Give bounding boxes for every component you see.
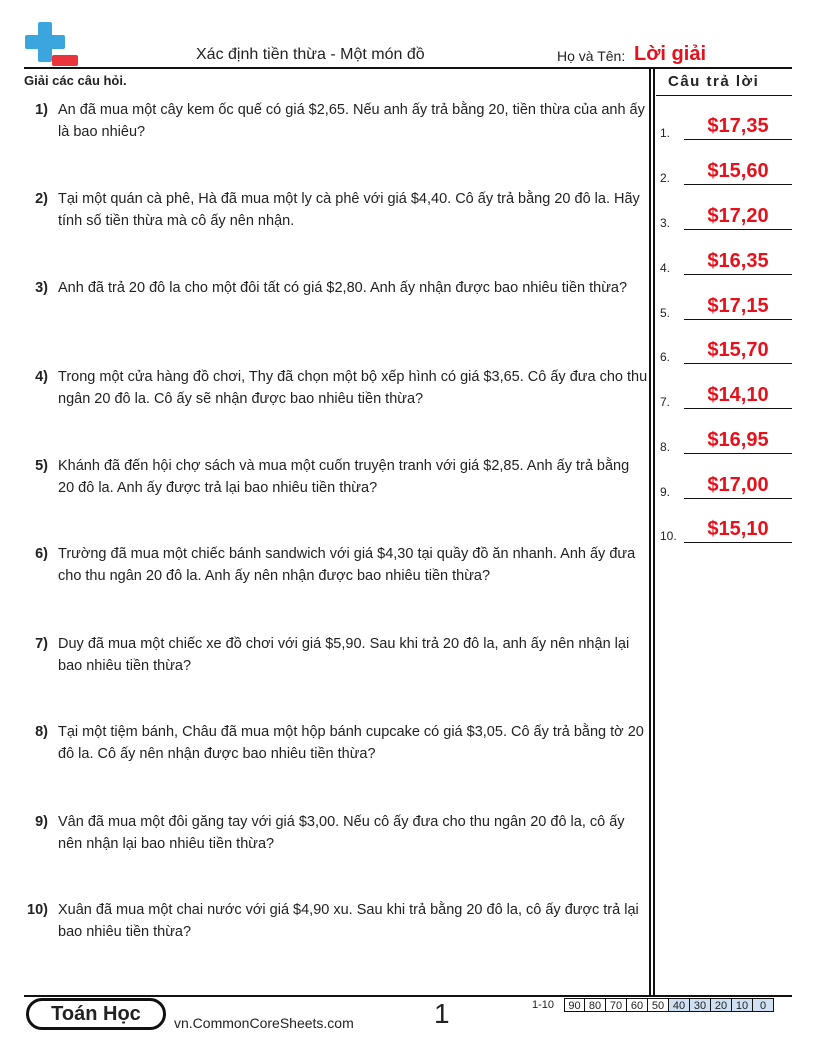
answer-number: 5. [660, 306, 671, 320]
answer-line [684, 184, 792, 185]
question-text: Vân đã mua một đôi găng tay với giá $3,00. Nếu cô ấy đưa cho thu ngân 20 đô la, cô ấy nên nhận lại bao nhiêu tiền thừa? [58, 814, 625, 852]
answers-header-rule [656, 95, 792, 96]
answer-line [684, 542, 792, 543]
question-item [24, 899, 648, 943]
answer-value: $15,60 [707, 160, 769, 182]
question-text: Trong một cửa hàng đồ chơi, Thy đã chọn một bộ xếp hình có giá $3,65. Cô ấy đưa cho thu ngân 20 đô la. Cô ấy sẽ nhận được bao nhiêu tiền thừa? [58, 369, 648, 407]
page-number: 1 [434, 998, 450, 1029]
question-number: 8) [35, 724, 48, 740]
score-cell: 40 [669, 998, 690, 1012]
answer-line [684, 319, 792, 320]
question-number: 2) [35, 191, 48, 207]
question-text: Tại một tiệm bánh, Châu đã mua một hộp bánh cupcake có giá $3,05. Cô ấy trả bằng tờ 20 đô la. Cô ấy nên nhận được bao nhiêu tiền thừa? [58, 724, 644, 762]
answer-line [684, 453, 792, 454]
brand-badge: Toán Học [26, 998, 166, 1030]
score-cell: 10 [732, 998, 753, 1012]
answer-item [660, 334, 792, 364]
question-item [24, 366, 648, 410]
question-item [24, 188, 648, 232]
answer-value: $16,35 [707, 250, 769, 272]
question-text: Tại một quán cà phê, Hà đã mua một ly cà phê với giá $4,40. Cô ấy trả bằng 20 đô la. Hãy tính số tiền thừa mà cô ấy nên nhận. [58, 191, 640, 229]
score-cell: 0 [753, 998, 774, 1012]
question-item [24, 811, 648, 855]
answer-value: $14,10 [707, 384, 769, 406]
answer-line [684, 229, 792, 230]
bottom-rule [24, 995, 792, 997]
answer-item [660, 290, 792, 320]
answers-header: Câu trả lời [668, 73, 760, 90]
plus-minus-logo-icon [24, 22, 80, 68]
question-item [24, 721, 648, 765]
question-text: Anh đã trả 20 đô la cho một đôi tất có giá $2,80. Anh ấy nhận được bao nhiêu tiền thừa? [58, 280, 628, 296]
question-item [24, 99, 648, 143]
answer-item [660, 469, 792, 499]
question-number: 4) [35, 369, 48, 385]
answer-number: 1. [660, 126, 671, 140]
answer-item [660, 110, 792, 140]
instructions: Giải các câu hỏi. [24, 73, 127, 88]
answer-value: $15,70 [707, 339, 769, 361]
answer-line [684, 139, 792, 140]
question-number: 3) [35, 280, 48, 296]
answer-number: 8. [660, 440, 671, 454]
name-label: Họ và Tên: [557, 48, 626, 64]
answer-value: $17,35 [707, 115, 769, 137]
question-text: Duy đã mua một chiếc xe đồ chơi với giá $5,90. Sau khi trả 20 đô la, anh ấy nên nhận lại bao nhiêu tiền thừa? [58, 636, 630, 674]
column-divider [653, 68, 655, 996]
answer-number: 2. [660, 171, 671, 185]
score-cell: 60 [627, 998, 648, 1012]
answer-item [660, 245, 792, 275]
answer-line [684, 363, 792, 364]
question-item [24, 277, 648, 299]
question-number: 7) [35, 636, 48, 652]
answer-item [660, 155, 792, 185]
question-item [24, 543, 648, 587]
answer-value: $16,95 [707, 429, 769, 451]
top-rule [24, 67, 792, 69]
question-item [24, 455, 648, 499]
question-text: An đã mua một cây kem ốc quế có giá $2,65. Nếu anh ấy trả bằng 20, tiền thừa của anh ấy là bao nhiêu? [58, 102, 645, 140]
answer-line [684, 408, 792, 409]
score-cell: 50 [648, 998, 669, 1012]
answer-value: $17,20 [707, 205, 769, 227]
answer-number: 9. [660, 485, 671, 499]
answer-item [660, 379, 792, 409]
question-item [24, 633, 648, 677]
score-range-label: 1-10 [532, 999, 555, 1011]
question-number: 10) [27, 902, 48, 918]
answer-number: 10. [660, 529, 677, 543]
question-text: Khánh đã đến hội chợ sách và mua một cuốn truyện tranh với giá $2,85. Anh ấy trả bằng 20 đô la. Anh ấy được trả lại bao nhiêu tiền thừa? [58, 458, 630, 496]
question-number: 1) [35, 102, 48, 118]
answer-number: 7. [660, 395, 671, 409]
answer-value: $17,00 [707, 474, 769, 496]
name-value: Lời giải [634, 43, 707, 65]
question-text: Xuân đã mua một chai nước với giá $4,90 xu. Sau khi trả bằng 20 đô la, cô ấy được trả lại bao nhiêu tiền thừa? [58, 902, 639, 940]
question-text: Trường đã mua một chiếc bánh sandwich với giá $4,30 tại quầy đồ ăn nhanh. Anh ấy đưa cho thu ngân 20 đô la. Anh ấy nên nhận được bao nhiêu tiền thừa? [58, 546, 636, 584]
answer-line [684, 498, 792, 499]
question-number: 6) [35, 546, 48, 562]
worksheet-title: Xác định tiền thừa - Một món đồ [196, 46, 425, 63]
score-cell: 30 [690, 998, 711, 1012]
score-cell: 90 [564, 998, 585, 1012]
score-cell: 80 [585, 998, 606, 1012]
question-number: 9) [35, 814, 48, 830]
score-table [532, 998, 774, 1012]
column-divider [649, 68, 651, 996]
answer-value: $15,10 [707, 518, 769, 540]
score-cell: 70 [606, 998, 627, 1012]
answer-number: 3. [660, 216, 671, 230]
answer-value: $17,15 [707, 295, 769, 317]
answer-item [660, 424, 792, 454]
answer-number: 6. [660, 350, 671, 364]
answer-item [660, 513, 792, 543]
answer-number: 4. [660, 261, 671, 275]
site-url[interactable]: vn.CommonCoreSheets.com [174, 1015, 354, 1031]
question-number: 5) [35, 458, 48, 474]
answer-line [684, 274, 792, 275]
score-cell: 20 [711, 998, 732, 1012]
answer-item [660, 200, 792, 230]
